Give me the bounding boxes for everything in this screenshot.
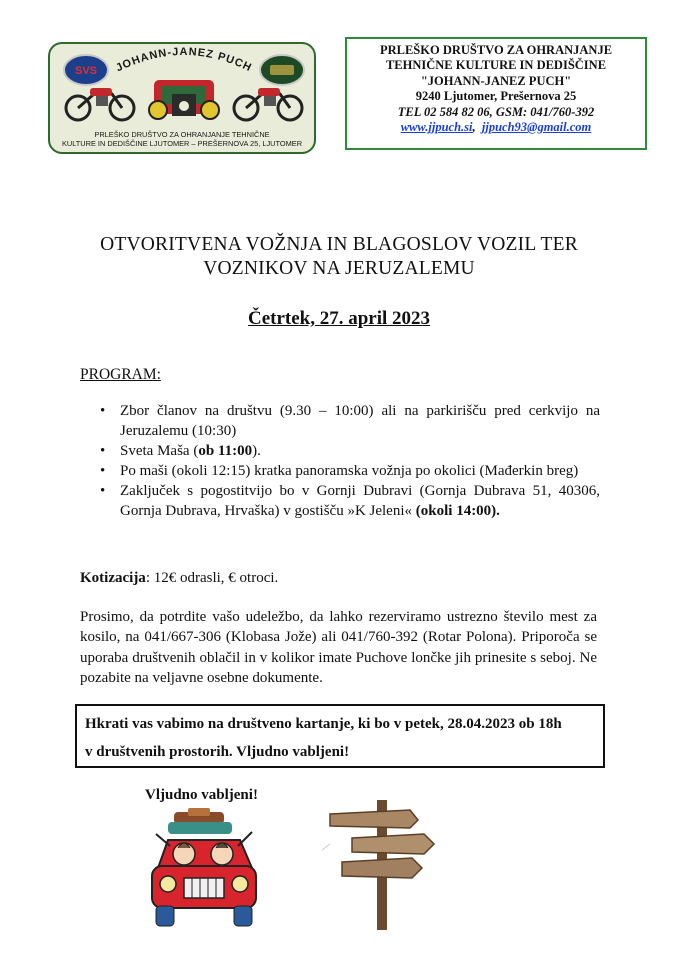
org-name-line: PRLEŠKO DRUŠTVO ZA OHRANJANJE xyxy=(379,43,613,57)
program-item-bold: ob 11:00 xyxy=(198,443,253,459)
car-clipart-icon xyxy=(148,808,260,933)
fee-text: : 12€ odrasli, € otroci. xyxy=(145,570,279,586)
logo-bottom-text xyxy=(50,130,314,148)
fee-label: Kotizacija xyxy=(80,570,146,586)
contact-box xyxy=(345,37,647,150)
logo-bottom-line: KULTURE IN DEDIŠČINE LJUTOMER – PREŠERNOVA 25, LJUTOMER xyxy=(61,139,303,148)
program-list xyxy=(80,401,600,521)
website-link[interactable]: www.jjpuch.si xyxy=(400,120,473,135)
org-name-quoted: "JOHANN-JANEZ PUCH" xyxy=(420,73,572,88)
event-title-line: OTVORITVENA VOŽNJA IN BLAGOSLOV VOZIL TER xyxy=(100,234,578,255)
motorcycle-left-icon xyxy=(66,88,134,120)
program-item: • Sveta Maša (ob 11:00). xyxy=(80,441,600,461)
logo-bottom-line: PRLEŠKO DRUŠTVO ZA OHRANJANJE TEHNIČNE xyxy=(94,130,270,139)
program-label: PROGRAM: xyxy=(80,366,161,383)
event-title xyxy=(60,233,618,281)
org-phone: TEL 02 584 82 06, GSM: 041/760-392 xyxy=(397,104,595,119)
card-game-invitation-box xyxy=(75,704,605,768)
club-logo xyxy=(48,42,316,154)
event-date: Četrtek, 27. april 2023 xyxy=(247,308,431,329)
closing-greeting: Vljudno vabljeni! xyxy=(145,787,258,803)
logo-arc-text: JOHANN-JANEZ PUCH xyxy=(114,46,254,75)
email-link[interactable]: jjpuch93@gmail.com xyxy=(481,120,592,135)
invite-line: Hkrati vas vabimo na društveno kartanje, ki bo v petek, 28.04.2023 ob 18h xyxy=(85,716,562,732)
org-address: 9240 Ljutomer, Prešernova 25 xyxy=(415,89,577,104)
vintage-car-icon xyxy=(149,80,219,119)
program-item: • Zaključek s pogostitvijo bo v Gornji Dubravi (Gornja Dubrava 51, 40306, Gornja Dubrava, Hrvaška) v gostišču »K Jeleni« (okoli 14:00). xyxy=(80,481,600,521)
fee-line xyxy=(80,570,278,587)
invite-line: v društvenih prostorih. Vljudno vabljeni! xyxy=(85,744,350,760)
org-name-line: TEHNIČNE KULTURE IN DEDIŠČINE xyxy=(385,58,607,73)
svs-badge-text: SVS xyxy=(74,65,98,77)
program-item: • Zbor članov na društvu (9.30 – 10:00) ali na parkirišču pred cerkvijo na Jeruzalemu (10:30) xyxy=(80,401,600,441)
rsvp-paragraph: Prosimo, da potrdite vašo udeležbo, da lahko rezerviramo ustrezno število mest za kosilo, na 041/667-306 (Klobasa Jože) ali 041/760-392 (Rotar Polona). Priporoča se uporaba društvenih oblačil in v kolikor imate Puchove lončke jih prinesite s seboj. Ne pozabite na veljavne osebne dokumente. xyxy=(80,609,597,686)
program-item-bold: (okoli 14:00). xyxy=(415,503,500,519)
event-title-line: VOZNIKOV NA JERUZALEMU xyxy=(203,258,475,279)
org-links xyxy=(347,120,645,135)
program-item: • Po maši (okoli 12:15) kratka panoramska vožnja po okolici (Mađerkin breg) xyxy=(80,461,600,481)
wooden-signpost-icon xyxy=(322,792,442,932)
link-separator: , xyxy=(472,120,476,135)
motorcycle-right-icon xyxy=(234,88,302,120)
